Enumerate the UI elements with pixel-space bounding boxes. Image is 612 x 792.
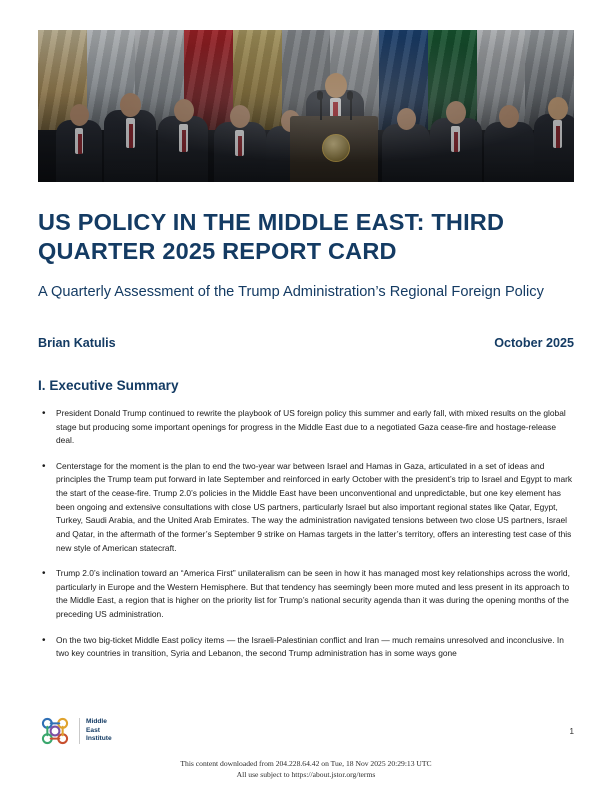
publication-date: October 2025 [494,336,574,351]
jstor-terms-line: All use subject to https://about.jstor.org/terms [236,770,376,779]
byline-row [38,336,574,350]
photo-vignette [38,30,574,182]
list-item: • Trump 2.0’s inclination toward an “America First” unilateralism can be seen in how it has managed most key relationships across the world, particularly in Europe and the Western Hemisphere. But that tendency has seemingly been more muted and less present in its approach to the Middle East, a region that is higher on the priority list for Trump’s national security agenda than it was during the opening months of the preceding US administration. [38,567,574,621]
section-heading-executive-summary: I. Executive Summary [38,378,179,394]
page-footer [38,714,574,748]
page-title: US POLICY IN THE MIDDLE EAST: THIRD QUARTER 2025 REPORT CARD [38,209,505,264]
page-number: 1 [569,726,574,736]
jstor-notice [0,758,612,780]
mei-logo-icon [38,714,72,748]
organization-logo [38,714,112,748]
page-subtitle: A Quarterly Assessment of the Trump Administration’s Regional Foreign Policy [38,284,544,301]
list-item: • Centerstage for the moment is the plan to end the two-year war between Israel and Hamas in Gaza, articulated in a set of ideas and principles the Trump team put forward in late September and reinforced in early October with the president’s trip to Israel and Egypt to mark the start of the cease-fire. Trump 2.0’s policies in the Middle East have been unconventional and unpredictable, but one key element has been ongoing and extensive consultations with close US partners, particularly Israel but also important regional states like Qatar, Egypt, Turkey, Saudi Arabia, and the United Arab Emirates. The way the administration navigated tensions between two close US partners, Israel and Qatar, in the aftermath of the former’s September 9 strike on Hamas targets in the latter’s territory, offers an interesting test case of this new style of American statecraft. [38,460,574,555]
logo-line-1: Middle [86,717,107,725]
executive-summary-list [38,407,574,661]
author-name: Brian Katulis [38,336,116,351]
logo-line-2: East [86,726,100,734]
logo-wordmark [79,718,112,745]
jstor-download-line: This content downloaded from 204.228.64.42 on Tue, 18 Nov 2025 20:29:13 UTC [180,759,432,768]
logo-line-3: Institute [86,735,112,743]
list-item: • President Donald Trump continued to rewrite the playbook of US foreign policy this summer and early fall, with mixed results on the global stage but producing some important openings for progress in the Middle East due to a negotiated Gaza cease-fire and hostage-release deal. [38,407,574,448]
list-item: • On the two big-ticket Middle East policy items — the Israeli-Palestinian conflict and Iran — much remains unresolved and inconclusive. In two key countries in transition, Syria and Lebanon, the second Trump administration has in some ways gone [38,634,574,661]
hero-photo [38,30,574,182]
